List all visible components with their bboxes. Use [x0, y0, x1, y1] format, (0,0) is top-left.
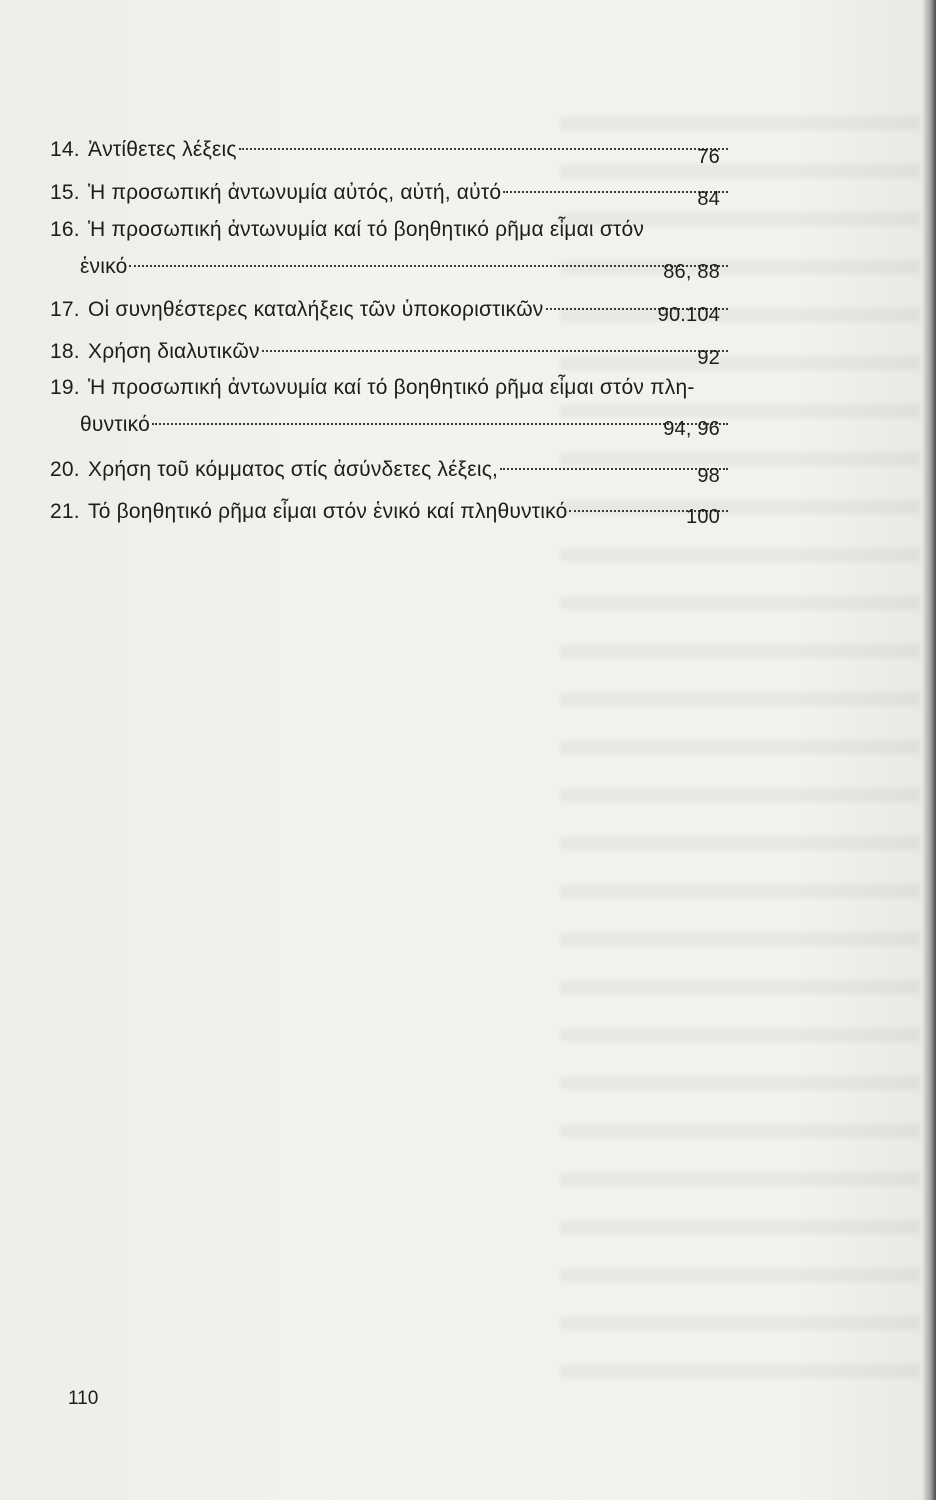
entry-number: 14.: [50, 138, 80, 161]
toc-entry: [50, 332, 728, 369]
dot-leader: [239, 130, 728, 156]
show-through-texture: [560, 90, 920, 1410]
entry-number: 21.: [50, 500, 80, 523]
dot-leader: [503, 173, 728, 199]
entry-page: 94, 96: [663, 418, 720, 440]
entry-page: 84: [697, 188, 720, 210]
entry-number: 17.: [50, 298, 80, 321]
entry-title: Ἡ προσωπική ἀντωνυμία καί τό βοηθητικό ρῆμα εἶμαι στόν πλη-: [88, 376, 695, 399]
dot-leader: [262, 332, 728, 358]
entry-page: 76: [697, 146, 720, 168]
entry-title-continued: θυντικό: [80, 413, 150, 436]
entry-page: 86, 88: [663, 261, 720, 283]
entry-title: Ἀντίθετες λέξεις: [88, 138, 237, 161]
entry-page: 100: [686, 506, 720, 528]
toc-entry: [50, 375, 728, 438]
toc-entry: [50, 450, 728, 487]
entry-page: 92: [697, 347, 720, 369]
entry-number: 16.: [50, 218, 80, 241]
toc-entry: [50, 290, 728, 326]
entry-number: 19.: [50, 376, 80, 399]
toc-entry: [50, 217, 728, 283]
dot-leader: [129, 247, 728, 273]
entry-title: Τό βοηθητικό ρῆμα εἶμαι στόν ἑνικό καί πληθυντικό: [88, 500, 568, 523]
entry-page: 98: [697, 465, 720, 487]
toc-entry: [50, 492, 728, 528]
entry-title: Οἱ συνηθέστερες καταλήξεις τῶν ὑποκοριστικῶν: [88, 298, 544, 321]
page-edge-shadow: [922, 0, 936, 1500]
entry-title: Χρήση τοῦ κόμματος στίς ἀσύνδετες λέξεις,: [88, 458, 499, 481]
dot-leader: [152, 405, 728, 431]
dot-leader: [500, 450, 728, 476]
entry-number: 15.: [50, 181, 80, 204]
entry-number: 20.: [50, 458, 80, 481]
entry-title: Χρήση διαλυτικῶν: [88, 340, 260, 363]
entry-page: 90.104: [657, 304, 720, 326]
toc-entry: [50, 130, 728, 168]
entry-title-continued: ἑνικό: [80, 255, 128, 278]
page-number: 110: [68, 1388, 99, 1409]
entry-number: 18.: [50, 340, 80, 363]
entry-title: Ἡ προσωπική ἀντωνυμία καί τό βοηθητικό ρῆμα εἶμαι στόν: [88, 218, 645, 241]
toc-entry: [50, 173, 728, 210]
entry-title: Ἡ προσωπική ἀντωνυμία αὐτός, αὐτή, αὐτό: [88, 181, 502, 204]
